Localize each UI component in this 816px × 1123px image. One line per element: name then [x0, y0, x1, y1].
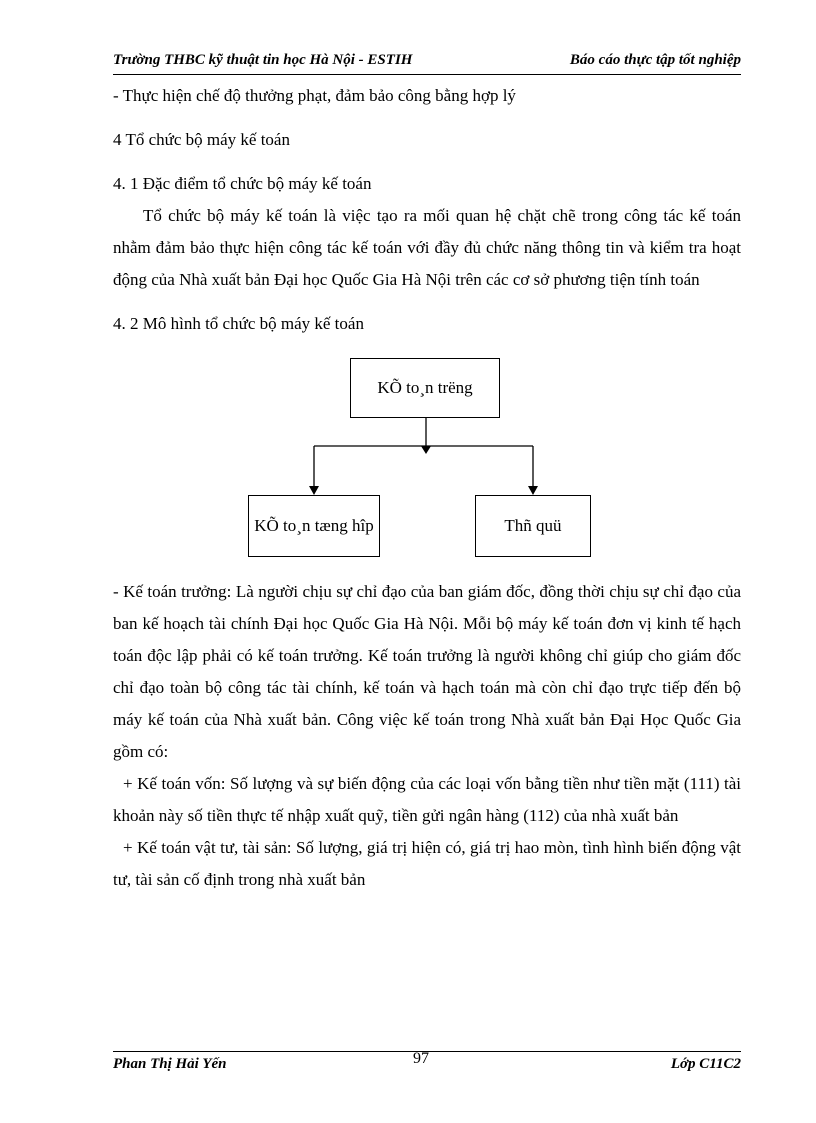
paragraph-4: + Kế toán vật tư, tài sản: Số lượng, giá trị hiện có, giá trị hao mòn, tình hình biến động vật tư, tài sản cố định trong nhà xuất bản: [113, 838, 741, 889]
bullet-line: - Thực hiện chế độ thưởng phạt, đảm bảo công bằng hợp lý: [113, 86, 516, 105]
arrow-stem: [421, 446, 431, 454]
org-chart: [113, 350, 741, 570]
header-rule: [113, 74, 741, 75]
section-heading-4-2: 4. 2 Mô hình tổ chức bộ máy kế toán: [113, 314, 364, 333]
page-footer: [113, 1050, 741, 1076]
arrow-right: [528, 486, 538, 495]
header-title: Báo cáo thực tập tốt nghiệp: [569, 52, 741, 68]
page-header: [113, 52, 741, 72]
section-heading-4: 4 Tổ chức bộ máy kế toán: [113, 130, 290, 149]
footer-class: Lớp C11C2: [670, 1056, 741, 1072]
footer-author: Phan Thị Hải Yến: [113, 1056, 227, 1072]
page-number: 97: [413, 1050, 429, 1067]
box-chief-accountant: KÕ to¸n trëng: [350, 358, 500, 418]
paragraph-2: - Kế toán trưởng: Là người chịu sự chỉ đạo của ban giám đốc, đồng thời chịu sự chỉ đạo của ban kế hoạch tài chính Đại học Quốc Gia Hà Nội. Mỗi bộ máy kế toán đơn vị kinh tế hạch toán độc lập phải có kế toán trưởng. Kế toán trưởng là người không chỉ giúp cho giám đốc chỉ đạo toàn bộ công tác tài chính, kế toán và hạch toán mà còn chỉ đạo trực tiếp đến bộ máy kế toán của Nhà xuất bản. Công việc kế toán trong Nhà xuất bản Đại Học Quốc Gia gồm có:: [113, 582, 741, 761]
page-body: [113, 80, 741, 896]
box-treasurer: Thñ quü: [475, 495, 591, 557]
paragraph-1: Tổ chức bộ máy kế toán là việc tạo ra mối quan hệ chặt chẽ trong công tác kế toán nhằm đảm bảo thực hiện công tác kế toán với đầy đủ chức năng thông tin và kiểm tra hoạt động của Nhà xuất bản Đại học Quốc Gia Hà Nội trên các cơ sở phương tiện tính toán: [113, 206, 741, 289]
section-heading-4-1: 4. 1 Đặc điểm tổ chức bộ máy kế toán: [113, 174, 372, 193]
box-general-accountant: KÕ to¸n tæng hîp: [248, 495, 380, 557]
arrow-left: [309, 486, 319, 495]
paragraph-3: + Kế toán vốn: Số lượng và sự biến động của các loại vốn bằng tiền như tiền mặt (111) tài khoản này số tiền thực tế nhập xuất quỹ, tiền gửi ngân hàng (112) của nhà xuất bản: [113, 774, 741, 825]
header-school: Trường THBC kỹ thuật tin học Hà Nội - ESTIH: [113, 52, 413, 68]
